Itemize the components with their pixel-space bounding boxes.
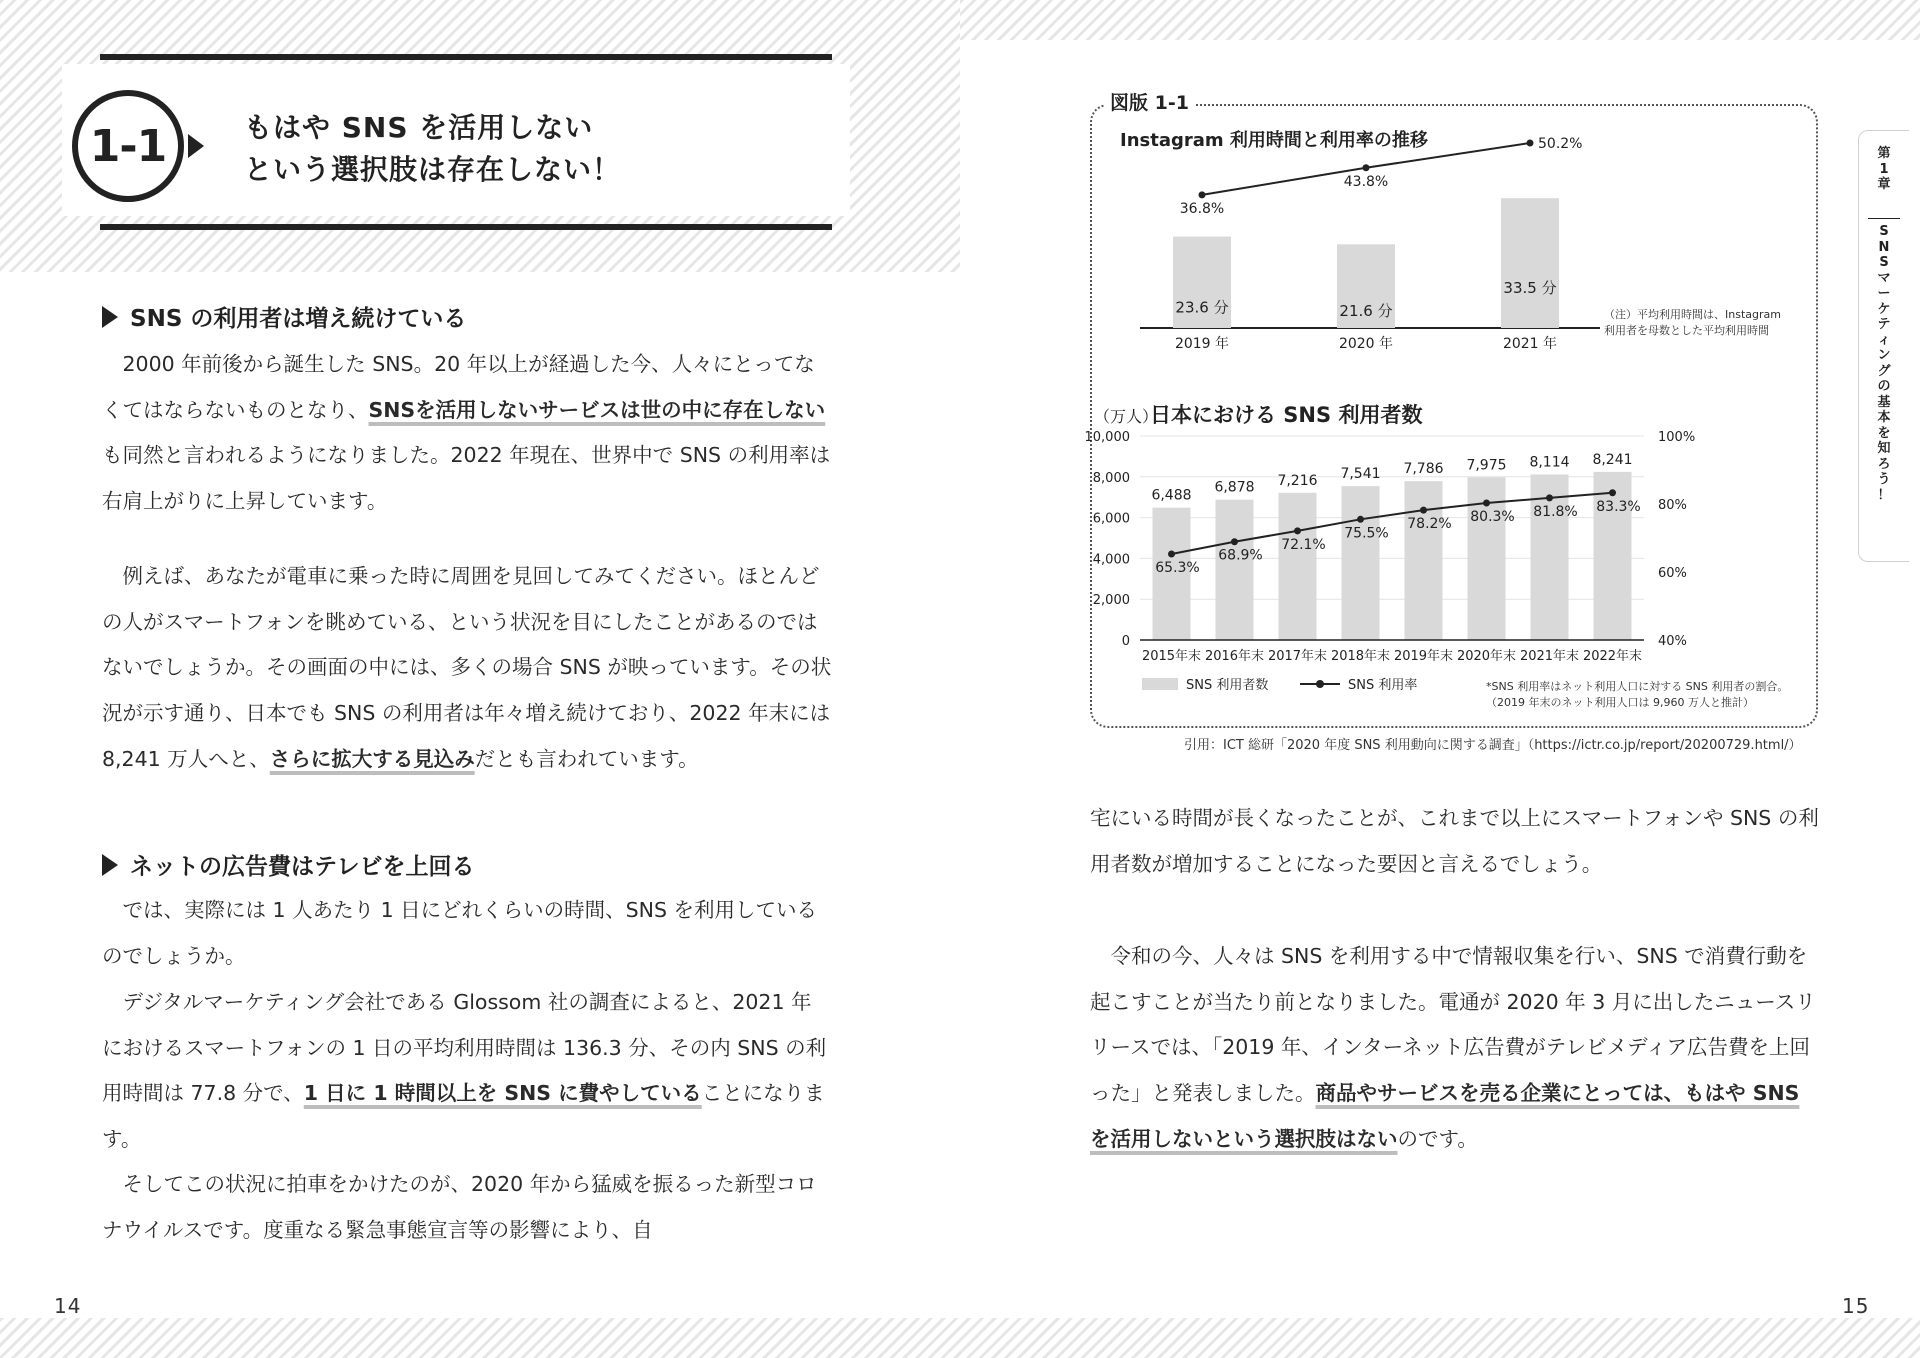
y-axis-tick-label: 10,000: [1084, 430, 1130, 445]
sns-category-label: 2017年末: [1267, 649, 1328, 664]
sns-users-value-label: 8,114: [1529, 454, 1570, 471]
y-axis-tick-label: 6,000: [1092, 511, 1130, 527]
sns-rate-point: [1294, 527, 1301, 534]
section-title-line2: という選択肢は存在しない！: [244, 153, 622, 186]
instagram-bar: [1501, 198, 1559, 328]
sns-rate-label: 75.5%: [1344, 525, 1389, 542]
chapter-number: 第 1 章: [1877, 146, 1891, 192]
legend-line-label: SNS 利用率: [1348, 678, 1418, 693]
sns-users-value-label: 7,975: [1466, 457, 1507, 474]
instagram-bar-label: 21.6 分: [1339, 302, 1393, 321]
sns-rate-label: 78.2%: [1407, 516, 1452, 533]
heading-ad-spending: [102, 848, 475, 881]
chapter-title: S N S マ ー ケ テ ィ ン グ の 基 本 を 知 ろ う ！: [1877, 224, 1891, 503]
heading-ad-spending-text: ネットの広告費はテレビを上回る: [130, 854, 475, 880]
section-number-badge: [72, 90, 184, 202]
instagram-bar-label: 23.6 分: [1175, 298, 1229, 317]
legend-bar-label: SNS 利用者数: [1186, 678, 1269, 693]
p4-text-a: デジタルマーケティング会社である Glossom 社の調査によると、2021 年におけるスマートフォンの 1 日の平均利用時間は 136.3 分、その内 SNS の利用時間は 77.8 分で、: [102, 990, 827, 1106]
sns-note-line2: （2019 年末のネット利用人口は 9,960 万人と推計）: [1486, 696, 1754, 709]
p7-text-b: のです。: [1397, 1126, 1478, 1151]
instagram-chart: [1094, 116, 1814, 356]
sns-rate-label: 68.9%: [1218, 547, 1263, 564]
instagram-rate-point: [1363, 164, 1370, 171]
p6-text: 宅にいる時間が長くなったことが、これまで以上にスマートフォンや SNS の利用者数が増加することになった要因と言えるでしょう。: [1090, 806, 1819, 876]
p4-text-b: ことになります。: [102, 1081, 825, 1152]
p3-text: では、実際には 1 人あたり 1 日にどれくらいの時間、SNS を利用しているのでしょうか。: [102, 898, 818, 968]
y2-axis-tick-label: 60%: [1658, 566, 1687, 581]
p7-text-a: 令和の今、人々は SNS を利用する中で情報収集を行い、SNS で消費行動を起こすことが当たり前となりました。電通が 2020 年 3 月に出したニュースリリースでは、「2019 年、インターネット広告費がテレビメディア広告費を上回った」と発表しました。: [1090, 944, 1816, 1106]
p4-emphasis: 1 日に 1 時間以上を SNS に費やしている: [303, 1081, 702, 1106]
page-number-left: 14: [54, 1294, 82, 1318]
section-title-line1: もはや SNS を活用しない: [244, 111, 594, 144]
paragraph-2: [102, 554, 832, 783]
y-axis-tick-label: 0: [1121, 634, 1130, 649]
p2-emphasis: さらに拡大する見込み: [269, 746, 475, 771]
sns-users-bar: [1405, 481, 1443, 640]
sns-users-bar: [1342, 486, 1380, 640]
p2-text-a: 例えば、あなたが電車に乗った時に周囲を見回してみてください。ほとんどの人がスマートフォンを眺めている、という状況を目にしたことがあるのではないでしょうか。その画面の中には、多くの場合 SNS が映っています。その状況が示す通り、日本でも SNS の利用者は年々増え続けており、2022 年末には 8,241 万人へと、: [102, 564, 832, 771]
figure-label: 図版 1-1: [1104, 88, 1195, 115]
sns-users-bar: [1594, 472, 1632, 640]
sns-users-value-label: 7,216: [1277, 472, 1318, 489]
y2-axis-tick-label: 80%: [1658, 498, 1687, 513]
sns-rate-label: 83.3%: [1596, 498, 1641, 515]
sns-rate-label: 72.1%: [1281, 536, 1326, 553]
figure-citation: 引用：ICT 総研「2020 年度 SNS 利用動向に関する調査」（https://ictr.co.jp/report/20200729.html/）: [1184, 738, 1802, 753]
sns-rate-point: [1420, 507, 1427, 514]
sns-users-value-label: 8,241: [1592, 451, 1633, 468]
sns-rate-label: 80.3%: [1470, 508, 1515, 525]
instagram-rate-point: [1527, 139, 1534, 146]
instagram-rate-label: 36.8%: [1179, 200, 1225, 217]
sns-users-bar: [1279, 493, 1317, 640]
sns-category-label: 2021年末: [1519, 649, 1580, 664]
sns-rate-point: [1357, 516, 1364, 523]
p1-text-b: も同然と言われるようになりました。2022 年現在、世界中で SNS の利用率は右肩上がりに上昇しています。: [102, 443, 831, 514]
sns-users-value-label: 7,541: [1340, 466, 1381, 483]
y2-axis-tick-label: 40%: [1658, 634, 1687, 649]
sns-category-label: 2018年末: [1330, 649, 1391, 664]
sns-chart-unit: （万人）: [1094, 407, 1159, 426]
sns-users-value-label: 7,786: [1403, 461, 1444, 478]
triangle-icon: [102, 854, 118, 876]
p1-text-a: 2000 年前後から誕生した SNS。20 年以上が経過した今、人々にとってなくてはならないものとなり、: [102, 352, 815, 422]
y-axis-tick-label: 4,000: [1092, 552, 1130, 568]
sns-users-value-label: 6,878: [1214, 479, 1255, 496]
p2-text-b: だとも言われています。: [474, 746, 699, 771]
sns-users-chart: [1084, 394, 1814, 709]
p7-emphasis: 商品やサービスを売る企業にとっては、もはや SNS を活用しないという選択肢はない: [1090, 1081, 1800, 1151]
paragraph-6: [1090, 796, 1820, 887]
paragraph-5: [102, 1162, 832, 1253]
sns-rate-point: [1483, 499, 1490, 506]
paragraph-7: [1090, 934, 1820, 1163]
heading-sns-users: [102, 300, 466, 333]
title-bottom-rule: [100, 224, 832, 230]
triangle-icon: [102, 306, 118, 328]
legend-line-marker: [1316, 680, 1324, 688]
instagram-bar-label: 33.5 分: [1503, 279, 1557, 298]
paragraph-4: [102, 980, 832, 1163]
badge-pointer: [188, 134, 204, 158]
sns-rate-label: 65.3%: [1155, 559, 1200, 576]
p1-emphasis: SNSを活用しないサービスは世の中に存在しない: [368, 397, 826, 422]
bottom-hatch: [0, 1318, 1920, 1358]
instagram-chart-title: Instagram 利用時間と利用率の推移: [1120, 130, 1428, 151]
sns-users-bar: [1216, 500, 1254, 640]
instagram-rate-label: 43.8%: [1343, 173, 1389, 190]
heading-sns-users-text: SNS の利用者は増え続けている: [130, 306, 467, 332]
y-axis-tick-label: 8,000: [1092, 470, 1130, 486]
instagram-category-label: 2021 年: [1502, 336, 1558, 352]
sns-rate-point: [1546, 494, 1553, 501]
paragraph-1: [102, 342, 832, 525]
section-number: 1-1: [89, 120, 167, 172]
title-top-rule: [100, 54, 832, 60]
sns-category-label: 2020年末: [1456, 649, 1517, 664]
sns-rate-label: 81.8%: [1533, 503, 1578, 520]
page-number-right: 15: [1842, 1294, 1870, 1318]
paragraph-3: [102, 888, 832, 979]
p5-text: そしてこの状況に拍車をかけたのが、2020 年から猛威を振るった新型コロナウイルスです。度重なる緊急事態宣言等の影響により、自: [102, 1172, 817, 1242]
instagram-rate-label: 50.2%: [1538, 135, 1583, 152]
sns-category-label: 2022年末: [1582, 649, 1643, 664]
y2-axis-tick-label: 100%: [1658, 430, 1696, 445]
sns-category-label: 2016年末: [1204, 649, 1265, 664]
chapter-tab-divider: [1868, 218, 1900, 219]
sns-rate-point: [1609, 489, 1616, 496]
sns-rate-point: [1231, 538, 1238, 545]
sns-chart-title: 日本における SNS 利用者数: [1150, 403, 1423, 427]
instagram-note-line2: 利用者を母数とした平均利用時間: [1604, 324, 1769, 337]
y-axis-tick-label: 2,000: [1092, 593, 1130, 609]
instagram-rate-point: [1199, 191, 1206, 198]
sns-category-label: 2019年末: [1393, 649, 1454, 664]
sns-category-label: 2015年末: [1141, 649, 1202, 664]
instagram-category-label: 2020 年: [1338, 336, 1394, 352]
top-right-hatch: [960, 0, 1920, 40]
legend-bar-swatch: [1142, 678, 1178, 690]
sns-users-value-label: 6,488: [1151, 487, 1192, 504]
sns-rate-point: [1168, 550, 1175, 557]
instagram-category-label: 2019 年: [1174, 336, 1230, 352]
chapter-tab-label: [1872, 146, 1896, 503]
sns-note-line1: *SNS 利用率はネット利用人口に対する SNS 利用者の割合。: [1486, 680, 1789, 693]
instagram-note-line1: （注）平均利用時間は、Instagram: [1604, 308, 1781, 321]
